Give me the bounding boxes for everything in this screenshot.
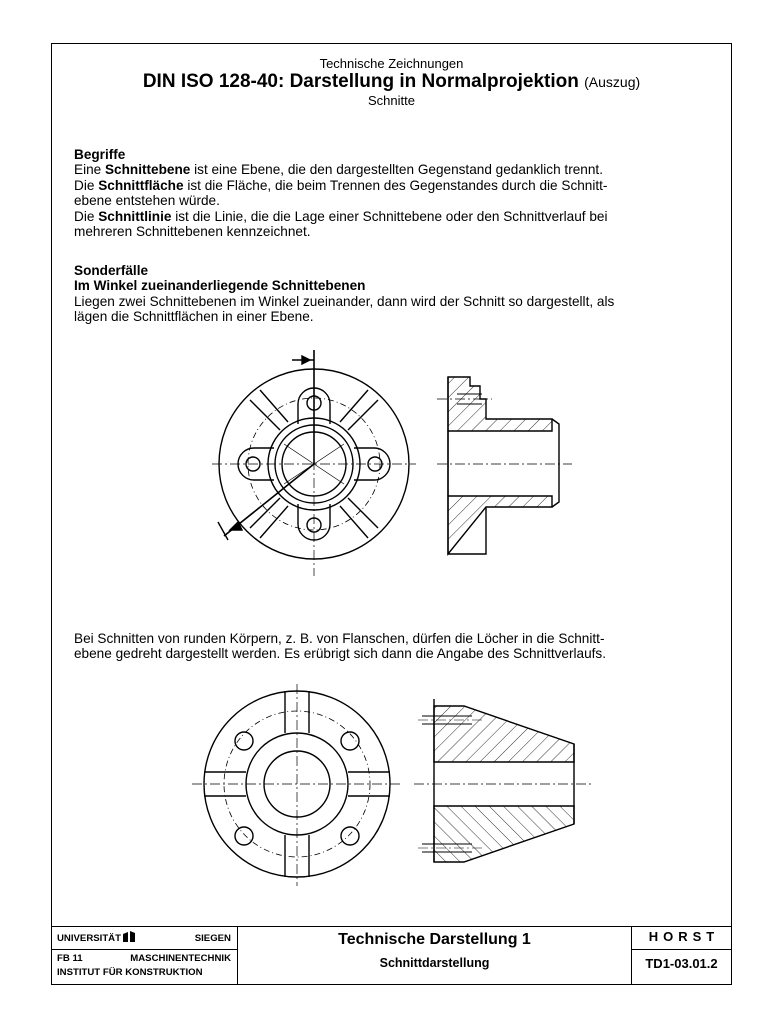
header-subtitle: Schnitte xyxy=(368,93,415,108)
text-winkel-line1: Liegen zwei Schnittebenen im Winkel zueinander, dann wird der Schnitt so dargestellt, als xyxy=(74,293,615,309)
author-name: HORST xyxy=(648,929,720,944)
header-kicker: Technische Zeichnungen xyxy=(319,56,464,71)
subheading-winkel: Im Winkel zueinanderliegende Schnittebenen xyxy=(74,278,366,294)
flange-front-view-2 xyxy=(192,684,402,886)
text-flansch-line1: Bei Schnitten von runden Körpern, z. B. von Flanschen, dürfen die Löcher in die Schnitt- xyxy=(74,631,605,646)
text-winkel-line2: lägen die Schnittflächen in einer Ebene. xyxy=(74,309,314,325)
title-text: DIN ISO 128-40: Darstellung in Normalprojektion xyxy=(142,71,579,92)
course-title: Technische Darstellung 1 xyxy=(338,931,531,948)
document-number: TD1-03.01.2 xyxy=(645,956,718,971)
university-city: SIEGEN xyxy=(194,933,231,944)
drawing-sheet xyxy=(51,43,732,985)
institute-name: INSTITUT FÜR KONSTRUKTION xyxy=(57,967,203,978)
heading-begriffe: Begriffe xyxy=(74,147,126,162)
heading-sonderfaelle: Sonderfälle xyxy=(74,263,149,278)
university-logo-icon xyxy=(122,930,136,943)
title-block-reference xyxy=(632,927,731,984)
author-row xyxy=(632,927,731,950)
definition-schnittflaeche: Die Schnittfläche ist die Fläche, die beim Trennen des Gegenstandes durch die Schnitt- ebene entstehen würde. xyxy=(74,177,608,209)
title-block xyxy=(52,926,731,984)
text-flansch-line2: ebene gedreht dargestellt werden. Es erübrigt sich dann die Angabe des Schnittverlaufs. xyxy=(74,646,607,662)
university-label: UNIVERSITÄT xyxy=(57,933,121,944)
department-name: MASCHINENTECHNIK xyxy=(130,953,231,964)
title-aside: (Auszug) xyxy=(584,74,641,90)
definition-schnittebene: Eine Schnittebene ist eine Ebene, die den dargestellten Gegenstand gedanklich trennt. xyxy=(74,162,603,178)
university-row xyxy=(52,927,237,950)
topic-title: Schnittdarstellung xyxy=(379,956,490,970)
flange-section-view-2 xyxy=(414,699,592,862)
definition-schnittlinie: Die Schnittlinie ist die Linie, die die Lage einer Schnittebene oder den Schnittverlauf bei mehreren Schnittebenen kennzeichnet. xyxy=(74,208,608,240)
title-block-institution xyxy=(52,927,238,984)
figure-rotated-holes xyxy=(52,44,733,924)
faculty-number: FB 11 xyxy=(57,953,83,964)
title-block-course xyxy=(238,927,632,984)
